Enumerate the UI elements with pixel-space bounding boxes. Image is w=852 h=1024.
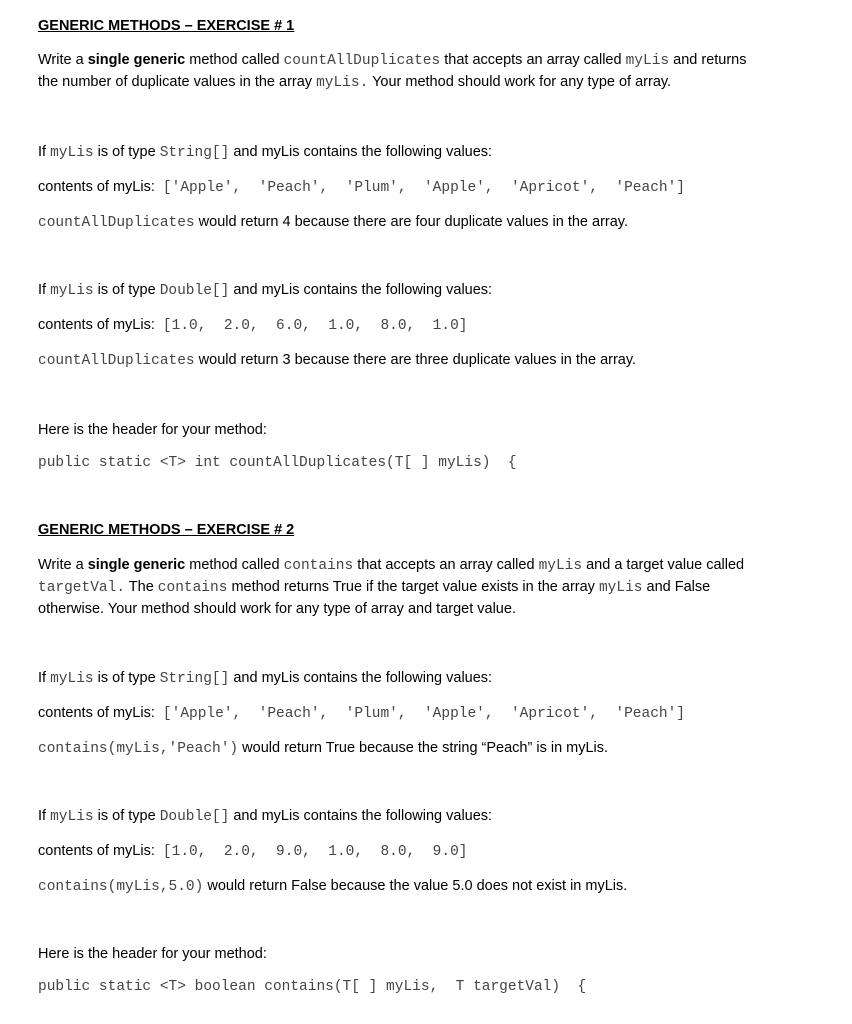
code-array-name: myLis <box>625 53 670 69</box>
code-type: Double[] <box>159 283 230 299</box>
exercise-1-header-code: public static <T> int countAllDuplicates(T[ ] myLis) { <box>38 455 517 471</box>
text: the number of duplicate values in the array <box>38 74 317 90</box>
result-text: would return True because the string “Peach” is in myLis. <box>238 740 609 756</box>
code-array-name: myLis <box>598 580 643 596</box>
text: If <box>38 282 51 298</box>
exercise-2-case-2-result <box>38 875 627 898</box>
text: Write a <box>38 52 88 68</box>
bold-text: single generic <box>87 557 186 573</box>
code-call: contains(myLis,5.0) <box>38 879 204 895</box>
code-call: countAllDuplicates <box>38 353 195 369</box>
exercise-1-case-2-result <box>38 349 636 372</box>
exercise-1-case-2-contents <box>38 314 467 337</box>
code-method-name: countAllDuplicates <box>283 53 441 69</box>
contents-value: ['Apple', 'Peach', 'Plum', 'Apple', 'Apricot', 'Peach'] <box>162 180 686 196</box>
text: and False <box>642 579 711 595</box>
exercise-2-case-1-result <box>38 737 608 760</box>
code-type: Double[] <box>159 809 230 825</box>
code-method-name: contains <box>157 580 228 596</box>
exercise-1-intro-line-2 <box>38 71 671 94</box>
exercise-1-case-1-condition <box>38 141 492 164</box>
contents-label: contents of myLis: <box>38 179 155 195</box>
text: The <box>125 579 158 595</box>
exercise-2-intro-line-1 <box>38 554 744 577</box>
text: Your method should work for any type of array. <box>368 74 672 90</box>
exercise-2-case-1-condition <box>38 667 492 690</box>
exercise-2-intro-line-3: otherwise. Your method should work for any type of array and target value. <box>38 601 516 617</box>
text: and myLis contains the following values: <box>229 808 493 824</box>
code-target-name: targetVal. <box>38 580 126 596</box>
text: If <box>38 808 51 824</box>
text: and myLis contains the following values: <box>229 282 493 298</box>
code-call: countAllDuplicates <box>38 215 195 231</box>
text: method returns True if the target value exists in the array <box>227 579 599 595</box>
code-type: String[] <box>159 145 230 161</box>
exercise-1-case-2-condition <box>38 279 492 302</box>
text: and returns <box>669 52 747 68</box>
text: If <box>38 144 51 160</box>
exercise-2-intro-line-2 <box>38 576 710 599</box>
text: that accepts an array called <box>353 557 539 573</box>
code-var: myLis <box>50 809 94 825</box>
text: is of type <box>93 808 160 824</box>
code-var: myLis <box>50 145 94 161</box>
code-type: String[] <box>159 671 230 687</box>
text: and myLis contains the following values: <box>229 670 493 686</box>
text: method called <box>185 557 284 573</box>
text: method called <box>185 52 284 68</box>
contents-value: [1.0, 2.0, 6.0, 1.0, 8.0, 1.0] <box>162 318 468 334</box>
exercise-1-case-1-result <box>38 211 628 234</box>
exercise-1-heading: GENERIC METHODS – EXERCISE # 1 <box>38 18 295 34</box>
exercise-2-header-code: public static <T> boolean contains(T[ ] myLis, T targetVal) { <box>38 979 587 995</box>
text: that accepts an array called <box>440 52 626 68</box>
exercise-2-case-2-condition <box>38 805 492 828</box>
contents-label: contents of myLis: <box>38 317 155 333</box>
exercise-2-heading: GENERIC METHODS – EXERCISE # 2 <box>38 522 295 538</box>
text: and myLis contains the following values: <box>229 144 493 160</box>
text: Write a <box>38 557 88 573</box>
code-var: myLis <box>50 283 94 299</box>
contents-label: contents of myLis: <box>38 843 155 859</box>
result-text: would return False because the value 5.0 does not exist in myLis. <box>203 878 628 894</box>
text: is of type <box>93 144 160 160</box>
exercise-1-intro-line-1 <box>38 49 747 72</box>
result-text: would return 4 because there are four duplicate values in the array. <box>194 214 629 230</box>
exercise-1-header-label: Here is the header for your method: <box>38 422 267 438</box>
result-text: would return 3 because there are three duplicate values in the array. <box>194 352 637 368</box>
contents-value: [1.0, 2.0, 9.0, 1.0, 8.0, 9.0] <box>162 844 468 860</box>
text: and a target value called <box>582 557 745 573</box>
exercise-2-case-1-contents <box>38 702 685 725</box>
contents-label: contents of myLis: <box>38 705 155 721</box>
code-call: contains(myLis,'Peach') <box>38 741 239 757</box>
exercise-2-case-2-contents <box>38 840 467 863</box>
code-method-name: contains <box>283 558 354 574</box>
text: is of type <box>93 282 160 298</box>
text: If <box>38 670 51 686</box>
bold-text: single generic <box>87 52 186 68</box>
contents-value: ['Apple', 'Peach', 'Plum', 'Apple', 'Apricot', 'Peach'] <box>162 706 686 722</box>
code-array-name: myLis <box>538 558 583 574</box>
code-var: myLis <box>50 671 94 687</box>
exercise-1-case-1-contents <box>38 176 685 199</box>
text: is of type <box>93 670 160 686</box>
exercise-2-header-label: Here is the header for your method: <box>38 946 267 962</box>
code-array-name: myLis. <box>316 75 369 91</box>
